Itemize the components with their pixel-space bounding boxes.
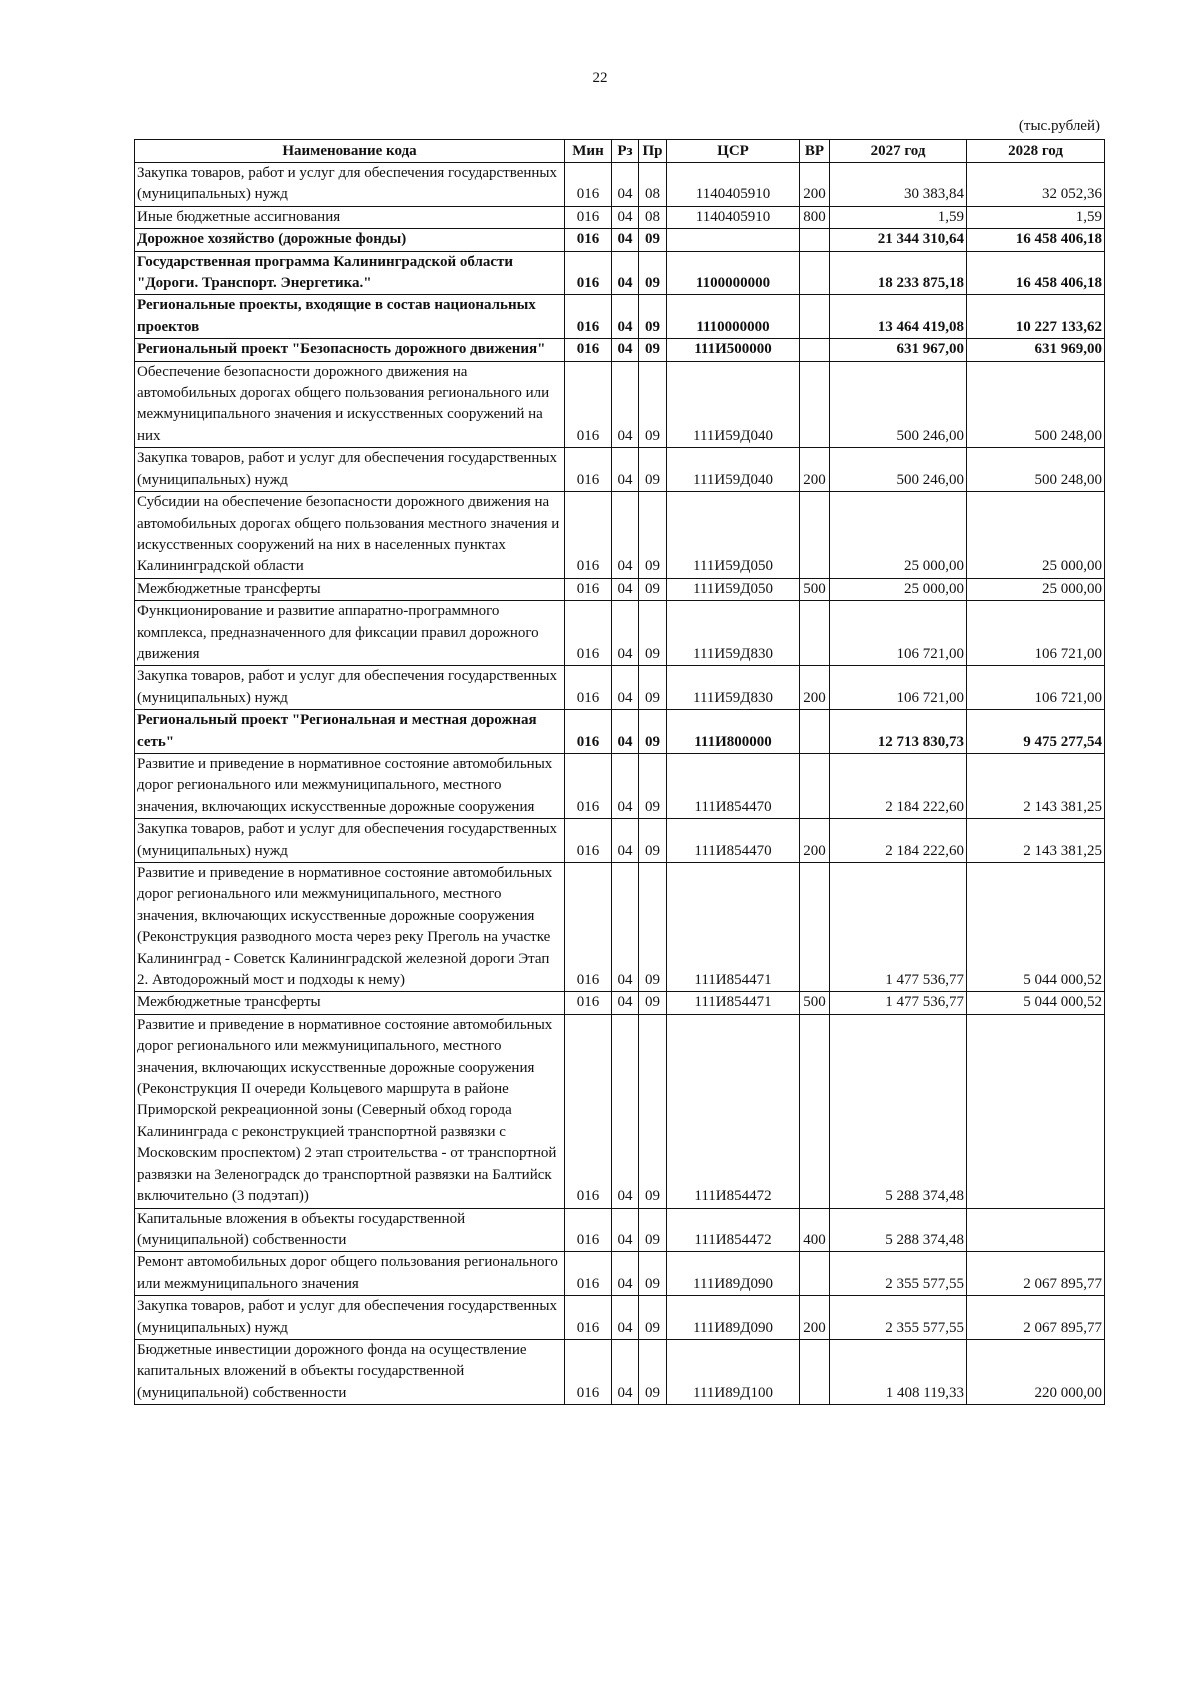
cell-name: Развитие и приведение в нормативное состояние автомобильных дорог регионального или межмуниципального, местного значения, включающих искусственные дорожные сооружения (Реконструкция II очереди Кольцевого маршрута в районе Приморской рекреационной зоны (Северный обход города Калининграда с реконструкцией транспортной развязки с Московским проспектом) 2 этап строительства - от транспортной развязки на Зеленоградск до транспортной развязки на Балтийск включительно (3 подэтап)) [135, 1014, 565, 1208]
cell-2027: 18 233 875,18 [830, 251, 967, 295]
cell-name: Региональные проекты, входящие в состав национальных проектов [135, 295, 565, 339]
cell-2028: 500 248,00 [967, 361, 1105, 448]
cell-csr: 111И854472 [667, 1208, 800, 1252]
cell-pr: 09 [639, 295, 667, 339]
cell-pr: 09 [639, 251, 667, 295]
cell-rz: 04 [612, 992, 639, 1014]
cell-rz: 04 [612, 295, 639, 339]
cell-rz: 04 [612, 1014, 639, 1208]
cell-min: 016 [565, 163, 612, 207]
cell-csr: 111И89Д100 [667, 1339, 800, 1404]
cell-2028: 2 067 895,77 [967, 1252, 1105, 1296]
cell-pr: 09 [639, 492, 667, 579]
cell-name: Развитие и приведение в нормативное состояние автомобильных дорог регионального или межмуниципального, местного значения, включающих искусственные дорожные сооружения [135, 753, 565, 818]
cell-rz: 04 [612, 710, 639, 754]
cell-rz: 04 [612, 448, 639, 492]
cell-min: 016 [565, 361, 612, 448]
cell-min: 016 [565, 1014, 612, 1208]
cell-pr: 09 [639, 710, 667, 754]
cell-name: Региональный проект "Региональная и местная дорожная сеть" [135, 710, 565, 754]
cell-csr: 1140405910 [667, 206, 800, 228]
cell-name: Закупка товаров, работ и услуг для обеспечения государственных (муниципальных) нужд [135, 163, 565, 207]
table-row [135, 1208, 1105, 1252]
cell-vr: 500 [800, 992, 830, 1014]
cell-rz: 04 [612, 863, 639, 992]
cell-rz: 04 [612, 1296, 639, 1340]
cell-vr [800, 753, 830, 818]
cell-pr: 09 [639, 992, 667, 1014]
cell-rz: 04 [612, 492, 639, 579]
cell-vr [800, 863, 830, 992]
cell-name: Межбюджетные трансферты [135, 992, 565, 1014]
cell-rz: 04 [612, 229, 639, 251]
header-csr: ЦСР [667, 140, 800, 163]
cell-min: 016 [565, 666, 612, 710]
cell-2028: 106 721,00 [967, 601, 1105, 666]
cell-pr: 09 [639, 819, 667, 863]
cell-2028: 16 458 406,18 [967, 251, 1105, 295]
cell-csr: 111И854471 [667, 863, 800, 992]
cell-pr: 09 [639, 229, 667, 251]
cell-rz: 04 [612, 339, 639, 361]
table-row [135, 666, 1105, 710]
cell-2027: 106 721,00 [830, 666, 967, 710]
cell-2027: 1 477 536,77 [830, 992, 967, 1014]
table-row [135, 1296, 1105, 1340]
cell-csr [667, 229, 800, 251]
cell-min: 016 [565, 1296, 612, 1340]
cell-vr: 800 [800, 206, 830, 228]
cell-csr: 1100000000 [667, 251, 800, 295]
cell-csr: 111И59Д050 [667, 578, 800, 600]
cell-min: 016 [565, 863, 612, 992]
header-vr: ВР [800, 140, 830, 163]
cell-name: Закупка товаров, работ и услуг для обеспечения государственных (муниципальных) нужд [135, 448, 565, 492]
cell-pr: 09 [639, 361, 667, 448]
cell-2027: 1 477 536,77 [830, 863, 967, 992]
cell-2028: 16 458 406,18 [967, 229, 1105, 251]
cell-2028: 106 721,00 [967, 666, 1105, 710]
cell-2028: 2 143 381,25 [967, 819, 1105, 863]
cell-csr: 111И59Д830 [667, 666, 800, 710]
cell-2027: 2 184 222,60 [830, 753, 967, 818]
table-row [135, 753, 1105, 818]
cell-rz: 04 [612, 819, 639, 863]
cell-pr: 09 [639, 1014, 667, 1208]
cell-min: 016 [565, 492, 612, 579]
table-row [135, 492, 1105, 579]
cell-rz: 04 [612, 601, 639, 666]
cell-vr: 400 [800, 1208, 830, 1252]
cell-pr: 08 [639, 163, 667, 207]
budget-table [134, 139, 1105, 1405]
cell-2028: 32 052,36 [967, 163, 1105, 207]
cell-vr [800, 295, 830, 339]
cell-2028 [967, 1208, 1105, 1252]
cell-pr: 09 [639, 666, 667, 710]
cell-name: Функционирование и развитие аппаратно-программного комплекса, предназначенного для фиксации правил дорожного движения [135, 601, 565, 666]
cell-rz: 04 [612, 753, 639, 818]
cell-vr [800, 339, 830, 361]
cell-2027: 25 000,00 [830, 578, 967, 600]
cell-rz: 04 [612, 578, 639, 600]
cell-vr: 200 [800, 1296, 830, 1340]
cell-vr [800, 251, 830, 295]
cell-pr: 09 [639, 863, 667, 992]
cell-rz: 04 [612, 1339, 639, 1404]
cell-name: Закупка товаров, работ и услуг для обеспечения государственных (муниципальных) нужд [135, 1296, 565, 1340]
cell-min: 016 [565, 295, 612, 339]
cell-2028: 5 044 000,52 [967, 992, 1105, 1014]
cell-min: 016 [565, 1339, 612, 1404]
cell-2027: 500 246,00 [830, 448, 967, 492]
cell-pr: 09 [639, 1208, 667, 1252]
cell-csr: 111И59Д040 [667, 361, 800, 448]
table-body [135, 163, 1105, 1405]
table-row [135, 206, 1105, 228]
cell-min: 016 [565, 339, 612, 361]
cell-2028: 25 000,00 [967, 492, 1105, 579]
table-row [135, 992, 1105, 1014]
header-2027: 2027 год [830, 140, 967, 163]
table-row [135, 601, 1105, 666]
table-row [135, 229, 1105, 251]
cell-rz: 04 [612, 361, 639, 448]
cell-csr: 1110000000 [667, 295, 800, 339]
cell-rz: 04 [612, 666, 639, 710]
cell-pr: 08 [639, 206, 667, 228]
cell-name: Закупка товаров, работ и услуг для обеспечения государственных (муниципальных) нужд [135, 666, 565, 710]
cell-vr: 200 [800, 163, 830, 207]
cell-vr: 500 [800, 578, 830, 600]
cell-min: 016 [565, 1252, 612, 1296]
cell-2028: 5 044 000,52 [967, 863, 1105, 992]
cell-vr [800, 1252, 830, 1296]
cell-csr: 111И854470 [667, 819, 800, 863]
page-number: 22 [592, 70, 608, 86]
cell-name: Бюджетные инвестиции дорожного фонда на осуществление капитальных вложений в объекты государственной (муниципальной) собственности [135, 1339, 565, 1404]
cell-csr: 111И854472 [667, 1014, 800, 1208]
table-row [135, 361, 1105, 448]
cell-2027: 21 344 310,64 [830, 229, 967, 251]
cell-csr: 111И800000 [667, 710, 800, 754]
cell-pr: 09 [639, 1296, 667, 1340]
cell-pr: 09 [639, 578, 667, 600]
cell-pr: 09 [639, 1339, 667, 1404]
table-row [135, 1014, 1105, 1208]
cell-min: 016 [565, 578, 612, 600]
units-label: (тыс.рублей) [1018, 118, 1100, 134]
cell-rz: 04 [612, 206, 639, 228]
cell-vr [800, 1014, 830, 1208]
cell-name: Государственная программа Калининградской области "Дороги. Транспорт. Энергетика." [135, 251, 565, 295]
cell-2028: 25 000,00 [967, 578, 1105, 600]
cell-pr: 09 [639, 601, 667, 666]
cell-rz: 04 [612, 251, 639, 295]
cell-2027: 1 408 119,33 [830, 1339, 967, 1404]
cell-min: 016 [565, 992, 612, 1014]
cell-rz: 04 [612, 1208, 639, 1252]
cell-pr: 09 [639, 1252, 667, 1296]
cell-csr: 1140405910 [667, 163, 800, 207]
cell-csr: 111И59Д830 [667, 601, 800, 666]
cell-name: Капитальные вложения в объекты государственной (муниципальной) собственности [135, 1208, 565, 1252]
cell-2027: 5 288 374,48 [830, 1208, 967, 1252]
cell-2027: 500 246,00 [830, 361, 967, 448]
cell-pr: 09 [639, 339, 667, 361]
cell-2028: 9 475 277,54 [967, 710, 1105, 754]
cell-2028: 220 000,00 [967, 1339, 1105, 1404]
cell-vr [800, 601, 830, 666]
cell-2027: 12 713 830,73 [830, 710, 967, 754]
cell-2027: 2 355 577,55 [830, 1296, 967, 1340]
cell-min: 016 [565, 710, 612, 754]
cell-2027: 2 355 577,55 [830, 1252, 967, 1296]
cell-pr: 09 [639, 448, 667, 492]
table-row [135, 339, 1105, 361]
cell-vr [800, 1339, 830, 1404]
cell-2027: 30 383,84 [830, 163, 967, 207]
cell-2028: 2 067 895,77 [967, 1296, 1105, 1340]
cell-min: 016 [565, 251, 612, 295]
cell-2028: 10 227 133,62 [967, 295, 1105, 339]
cell-name: Обеспечение безопасности дорожного движения на автомобильных дорогах общего пользования регионального или межмуниципального значения и искусственных сооружений на них [135, 361, 565, 448]
cell-name: Ремонт автомобильных дорог общего пользования регионального или межмуниципального значения [135, 1252, 565, 1296]
cell-min: 016 [565, 753, 612, 818]
cell-2028: 500 248,00 [967, 448, 1105, 492]
header-rz: Рз [612, 140, 639, 163]
cell-2027: 2 184 222,60 [830, 819, 967, 863]
header-pr: Пр [639, 140, 667, 163]
cell-2027: 631 967,00 [830, 339, 967, 361]
cell-vr: 200 [800, 448, 830, 492]
header-name: Наименование кода [135, 140, 565, 163]
cell-name: Развитие и приведение в нормативное состояние автомобильных дорог регионального или межмуниципального, местного значения, включающих искусственные дорожные сооружения (Реконструкция разводного моста через реку Преголь на участке Калининград - Советск Калининградской железной дороги Этап 2. Автодорожный мост и подходы к нему) [135, 863, 565, 992]
table-row [135, 448, 1105, 492]
cell-csr: 111И854471 [667, 992, 800, 1014]
cell-2028: 2 143 381,25 [967, 753, 1105, 818]
table-row [135, 710, 1105, 754]
cell-name: Иные бюджетные ассигнования [135, 206, 565, 228]
table-row [135, 819, 1105, 863]
cell-name: Региональный проект "Безопасность дорожного движения" [135, 339, 565, 361]
cell-csr: 111И89Д090 [667, 1252, 800, 1296]
cell-csr: 111И89Д090 [667, 1296, 800, 1340]
table-row [135, 163, 1105, 207]
cell-2027: 5 288 374,48 [830, 1014, 967, 1208]
cell-name: Дорожное хозяйство (дорожные фонды) [135, 229, 565, 251]
cell-2027: 106 721,00 [830, 601, 967, 666]
cell-name: Субсидии на обеспечение безопасности дорожного движения на автомобильных дорогах общего пользования местного значения и искусственных сооружений на них в населенных пунктах Калининградской области [135, 492, 565, 579]
cell-rz: 04 [612, 1252, 639, 1296]
cell-2028 [967, 1014, 1105, 1208]
header-2028: 2028 год [967, 140, 1105, 163]
cell-vr [800, 710, 830, 754]
cell-csr: 111И59Д040 [667, 448, 800, 492]
cell-csr: 111И500000 [667, 339, 800, 361]
cell-vr [800, 229, 830, 251]
cell-min: 016 [565, 601, 612, 666]
cell-vr: 200 [800, 819, 830, 863]
cell-min: 016 [565, 1208, 612, 1252]
cell-2027: 13 464 419,08 [830, 295, 967, 339]
table-header-row [135, 140, 1105, 163]
cell-csr: 111И854470 [667, 753, 800, 818]
cell-min: 016 [565, 229, 612, 251]
cell-csr: 111И59Д050 [667, 492, 800, 579]
cell-2028: 1,59 [967, 206, 1105, 228]
table-row [135, 295, 1105, 339]
cell-min: 016 [565, 448, 612, 492]
cell-vr: 200 [800, 666, 830, 710]
cell-name: Межбюджетные трансферты [135, 578, 565, 600]
cell-vr [800, 492, 830, 579]
table-row [135, 1339, 1105, 1404]
table-row [135, 578, 1105, 600]
header-min: Мин [565, 140, 612, 163]
cell-vr [800, 361, 830, 448]
cell-2027: 1,59 [830, 206, 967, 228]
cell-min: 016 [565, 819, 612, 863]
cell-name: Закупка товаров, работ и услуг для обеспечения государственных (муниципальных) нужд [135, 819, 565, 863]
table-row [135, 251, 1105, 295]
cell-min: 016 [565, 206, 612, 228]
cell-pr: 09 [639, 753, 667, 818]
cell-2028: 631 969,00 [967, 339, 1105, 361]
cell-2027: 25 000,00 [830, 492, 967, 579]
table-row [135, 1252, 1105, 1296]
table-row [135, 863, 1105, 992]
cell-rz: 04 [612, 163, 639, 207]
